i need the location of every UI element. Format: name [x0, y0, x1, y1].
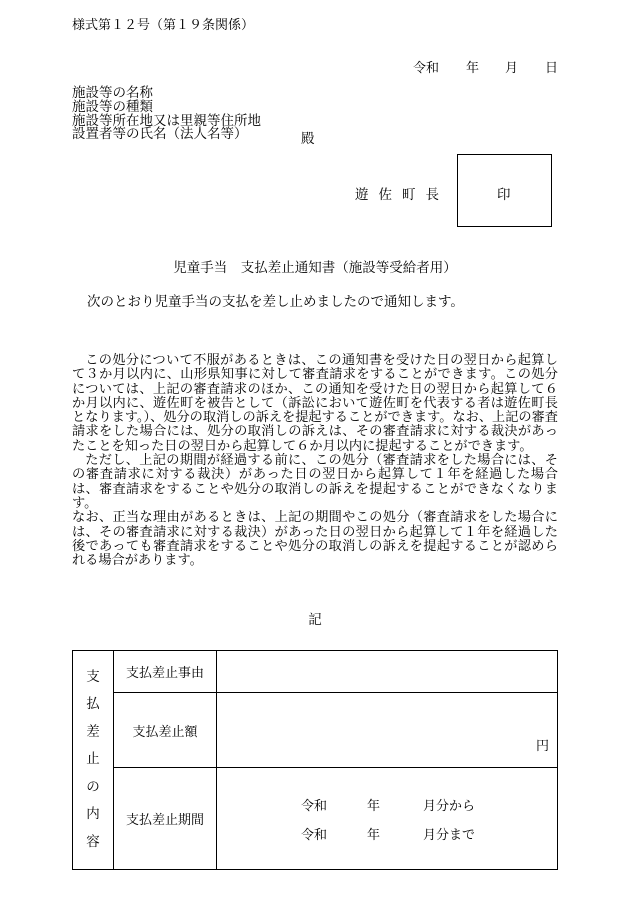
period-from-year: 年: [367, 799, 381, 814]
mayor-title: 遊佐町長: [355, 187, 449, 203]
seal-label: 印: [497, 187, 511, 203]
appeal-paragraph: この処分について不服があるときは、この通知書を受けた日の翌日から起算して３か月以内に、山形県知事に対して審査請求をすることができます。この処分については、上記の審査請求のほか、この通知を受けた日の翌日から起算して６か月以内に、遊佐町を被告として（訴訟において遊佐町を代表する者は遊佐町長となります。）、処分の取消しの訴えを提起することができます。なお、上記の審査請求をした場合には、処分の取消しの訴えは、その審査請求に対する裁決があったことを知った日の翌日から起算して６か月以内に提起することができます。: [72, 353, 558, 454]
group-label-char: 内: [86, 806, 100, 823]
period-to-era: 令和: [301, 828, 328, 843]
period-to-year: 年: [367, 828, 381, 843]
group-label-char: 払: [86, 696, 100, 713]
date-era: 令和: [413, 61, 440, 76]
period-to-suffix: 月分まで: [423, 828, 476, 843]
details-table: [72, 650, 558, 870]
period-value-field[interactable]: [217, 768, 558, 870]
amount-unit: 円: [535, 739, 549, 754]
group-label-char: 支: [86, 668, 100, 685]
group-label-char: 差: [86, 723, 100, 740]
facility-name-label: 施設等の名称: [72, 85, 153, 101]
reason-value-field[interactable]: [217, 651, 558, 693]
facility-address-label: 施設等所在地又は里親等住所地: [72, 113, 261, 129]
intro-text: 次のとおり児童手当の支払を差し止めましたので通知します。: [87, 294, 464, 310]
appeal-paragraph: なお、正当な理由があるときは、上記の期間やこの処分（審査請求をした場合には、その審査請求に対する裁決）があった日の翌日から起算して１年を経過した後であっても審査請求をすることや処分の取消しの訴えを提起することが認められる場合があります。: [72, 510, 558, 569]
period-from-suffix: 月分から: [423, 799, 476, 814]
appeal-notice: [72, 354, 558, 568]
date-year: 年: [466, 61, 480, 76]
facility-type-label: 施設等の種類: [72, 99, 153, 115]
group-label-char: 容: [86, 833, 100, 850]
group-label-char: 止: [86, 751, 100, 768]
form-number: 様式第１２号（第１９条関係）: [72, 18, 255, 33]
ki-heading: 記: [308, 612, 322, 628]
date-day: 日: [545, 61, 559, 76]
period-label: 支払差止期間: [114, 768, 217, 870]
appeal-paragraph: ただし、上記の期間が経過する前に、この処分（審査請求をした場合には、その審査請求に対する裁決）があった日の翌日から起算して１年を経過した場合は、審査請求をすることや処分の取消しの訴えを提起することができなくなります。: [72, 453, 558, 511]
reason-label: 支払差止事由: [114, 651, 217, 693]
amount-value-field[interactable]: [217, 693, 558, 768]
group-label-char: の: [86, 778, 100, 795]
honorific: 殿: [301, 131, 315, 147]
amount-label: 支払差止額: [114, 693, 217, 768]
document-title: 児童手当 支払差止通知書（施設等受給者用）: [173, 260, 457, 276]
date-month: 月: [505, 61, 519, 76]
period-from-era: 令和: [301, 799, 328, 814]
operator-name-label: 設置者等の氏名（法人名等）: [72, 126, 248, 142]
group-label: [73, 651, 114, 870]
